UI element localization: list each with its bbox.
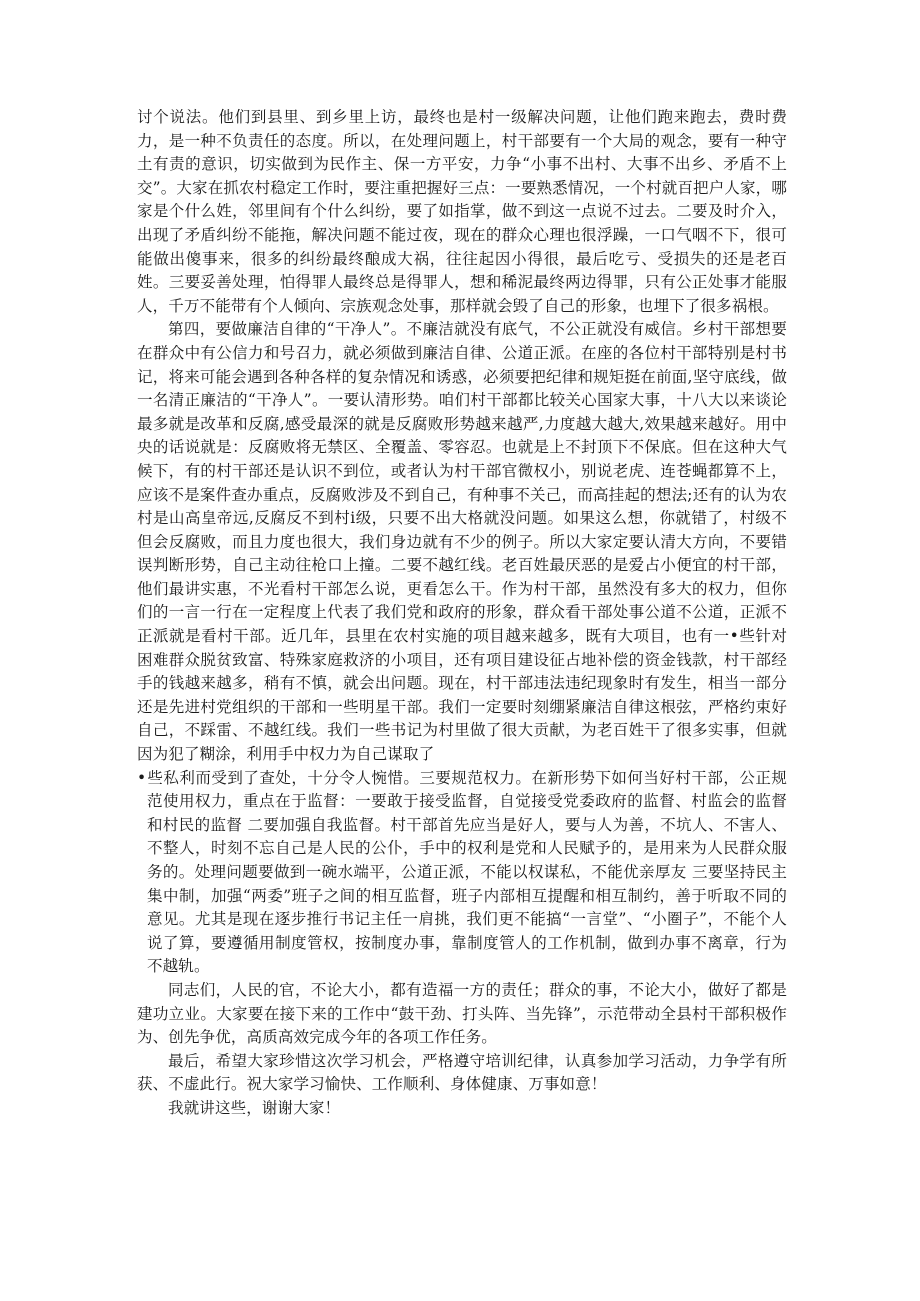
- paragraph-power-regulation-text: 些私利而受到了查处，十分令人惋惜。三要规范权力。在新形势下如何当好村干部，公正规范使用权力，重点在于监督：一要敢于接受监督，自觉接受党委政府的监督、村监会的监督和村民的监督 二要加强自我监督。村干部首先应当是好人，要与人为善，不坑人、不害人、不整人，时刻不忘自己是人民的公仆，手中的权利是党和人民赋予的，是用来为人民群众服务的。处理问题要做到一碗水端平，公道正派，不能以权谋私，不能优亲厚友 三要坚持民主集中制，加强“两委”班子之间的相互监督，班子内部相互提醒和相互制约，善于听取不同的意见。尤其是现在逐步推行书记主任一肩挑，我们更不能搞“一言堂”、“小圈子”，不能个人说了算，要遵循用制度管权，按制度办事，靠制度管人的工作机制，做到办事不离章，行为不越轨。: [147, 768, 787, 976]
- paragraph-thanks: 我就讲这些，谢谢大家！: [168, 1098, 341, 1117]
- paragraph-integrity: 第四，要做廉洁自律的“干净人”。不廉洁就没有底气，不公正就没有威信。乡村干部想要在群众中有公信力和号召力，就必须做到廉洁自律、公道正派。在座的各位村干部特别是村书记，将来可能会遇到各种各样的复杂情况和诱惑，必须要把纪律和规矩挺在前面,坚守底线，做一名清正廉洁的“干净人”。一要认清形势。咱们村干部都比较关心国家大事，十八大以来谈论最多就是改革和反腐,感受最深的就是反腐败形势越来越严,力度越大越大,效果越来越好。用中央的话说就是：反腐败将无禁区、全覆盖、零容忍。也就是上不封顶下不保底。但在这种大气候下，有的村干部还是认识不到位，或者认为村干部官微权小，别说老虎、连苍蝇都算不上，应该不是案件查办重点，反腐败涉及不到自己，有种事不关己，而高挂起的想法;还有的认为农村是山高皇帝远,反腐反不到村i级，只要不出大格就没问题。如果这么想，你就错了，村级不但会反腐败，而且力度也很大，我们身边就有不少的例子。所以大家定要认清大方向，不要错误判断形势，自己主动往枪口上撞。二要不越红线。老百姓最厌恶的是爱占小便宜的村干部，他们最讲实惠，不光看村干部怎么说，更看怎么干。作为村干部，虽然没有多大的权力，但你们的一言一行在一定程度上代表了我们党和政府的形象，群众看干部处事公道不公道，正派不正派就是看村干部。近几年，县里在农村实施的项目越来越多，既有大项目，也有一•些针对困难群众脱贫致富、特殊家庭救济的小项目，还有项目建设征占地补偿的资金钱款，村干部经手的钱越来越多，稍有不慎，就会出问题。现在，村干部违法违纪现象时有发生，相当一部分还是先进村党组织的干部和一些明星干部。我们一定要时刻绷紧廉洁自律这根弦，严格约束好自己，不踩雷、不越红线。我们一些书记为村里做了很大贡献，为老百姓干了很多实事，但就因为犯了糊涂，利用手中权力为自己谋取了: [137, 320, 787, 764]
- paragraph-stability-continued: 讨个说法。他们到县里、到乡里上访，最终也是村一级解决问题，让他们跑来跑去，费时费力，是一种不负责任的态度。所以，在处理问题上，村干部要有一个大局的观念，要有一种守土有责的意识，切实做到为民作主、保一方平安，力争“小事不出村、大事不出乡、矛盾不上交”。大家在抓农村稳定工作时，要注重把握好三点：一要熟悉情况，一个村就百把户人家，哪家是个什么姓，邻里间有个什么纠纷，要了如指掌，做不到这一点说不过去。二要及时介入，出现了矛盾纠纷不能拖，解决问题不能过夜，现在的群众心理也很浮躁，一口气咽不下，很可能做出傻事来，很多的纠纷最终酿成大祸，往往起因小得很，最后吃亏、受损失的还是老百姓。三要妥善处理，怕得罪人最终总是得罪人，想和稀泥最终两边得罪，只有公正处事才能服人，千万不能带有个人倾向、宗族观念处事，那样就会毁了自己的形象，也埋下了很多祸根。: [137, 108, 787, 315]
- paragraph-responsibility: 同志们，人民的官，不论大小，都有造福一方的责任；群众的事，不论大小，做好了都是建功立业。大家要在接下来的工作中“鼓干劲、打头阵、当先锋”，示范带动全县村干部积极作为、创先争优，高质高效完成今年的各项工作任务。: [137, 980, 787, 1047]
- paragraph-closing-wishes: 最后，希望大家珍惜这次学习机会，严格遵守培训纪律，认真参加学习活动，力争学有所获、不虚此行。祝大家学习愉快、工作顺利、身体健康、万事如意！: [137, 1051, 787, 1094]
- bullet-marker: •: [137, 768, 147, 787]
- document-body: [137, 106, 787, 1121]
- paragraph-power-regulation: [137, 767, 787, 979]
